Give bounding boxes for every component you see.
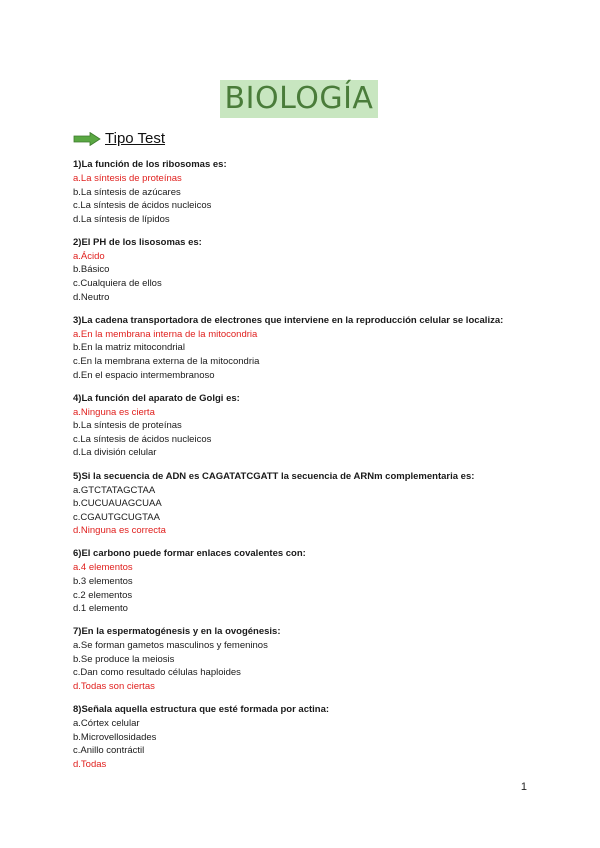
answer-option: b.CUCUAUAGCUAA xyxy=(73,498,162,510)
answer-option: c.En la membrana externa de la mitocondria xyxy=(73,355,260,367)
answer-option: a.Se forman gametos masculinos y femeninos xyxy=(73,640,268,652)
question-title: 8)Señala aquella estructura que esté formada por actina: xyxy=(73,704,330,716)
answer-option: c.Dan como resultado células haploides xyxy=(73,667,241,679)
question-title: 7)En la espermatogénesis y en la ovogénesis: xyxy=(73,626,281,638)
answer-option: d.La síntesis de lípidos xyxy=(73,213,170,225)
question-title: 5)Si la secuencia de ADN es CAGATATCGATT la secuencia de ARNm complementaria es: xyxy=(73,470,475,482)
answer-option: b.3 elementos xyxy=(73,575,133,587)
answer-option-correct: a.Ninguna es cierta xyxy=(73,406,155,418)
answer-option: d.En el espacio intermembranoso xyxy=(73,369,215,381)
question-block xyxy=(73,158,553,226)
right-arrow-icon xyxy=(73,132,101,146)
question-title: 3)La cadena transportadora de electrones que interviene en la reproducción celular se localiza: xyxy=(73,314,504,326)
question-title: 1)La función de los ribosomas es: xyxy=(73,159,227,170)
question-block xyxy=(73,547,553,615)
answer-option: b.Se produce la meiosis xyxy=(73,653,175,665)
section-title: Tipo Test xyxy=(105,130,166,147)
answer-option: c.2 elementos xyxy=(73,589,133,601)
answer-option-correct: d.Todas son ciertas xyxy=(73,681,155,693)
answer-option: b.En la matriz mitocondrial xyxy=(73,342,185,354)
answer-option-correct: a.La síntesis de proteínas xyxy=(73,173,182,184)
answer-option: b.La síntesis de proteínas xyxy=(73,420,182,432)
answer-option: a.Córtex celular xyxy=(73,718,140,730)
question-block xyxy=(73,236,553,304)
answer-option-correct: a.Ácido xyxy=(73,250,105,262)
question-block xyxy=(73,314,553,382)
question-block xyxy=(73,703,553,771)
section-heading xyxy=(73,130,165,147)
page-number: 1 xyxy=(520,781,527,793)
question-title: 4)La función del aparato de Golgi es: xyxy=(73,392,240,404)
answer-option: c.Cualquiera de ellos xyxy=(73,278,162,290)
answer-option: c.La síntesis de ácidos nucleicos xyxy=(73,433,212,445)
answer-option: c.Anillo contráctil xyxy=(73,745,145,757)
answer-option-correct: a.En la membrana interna de la mitocondria xyxy=(73,328,258,340)
answer-option: a.GTCTATAGCTAA xyxy=(73,484,156,496)
answer-option: b.Básico xyxy=(73,264,110,276)
answer-option-correct: d.Todas xyxy=(73,758,107,770)
question-block xyxy=(73,392,553,460)
question-title: 2)El PH de los lisosomas es: xyxy=(73,236,202,248)
answer-option: c.La síntesis de ácidos nucleicos xyxy=(73,200,212,212)
page-title: BIOLOGÍA xyxy=(224,81,374,116)
answer-option: b.Microvellosidades xyxy=(73,731,157,743)
question-title: 6)El carbono puede formar enlaces covalentes con: xyxy=(73,548,306,560)
question-list xyxy=(73,158,553,781)
answer-option-correct: a.4 elementos xyxy=(73,562,133,574)
question-block xyxy=(73,625,553,693)
title-banner xyxy=(220,80,378,118)
question-block xyxy=(73,470,553,538)
answer-option: d.Neutro xyxy=(73,291,110,303)
answer-option: b.La síntesis de azúcares xyxy=(73,186,181,198)
answer-option: d.La división celular xyxy=(73,447,157,459)
answer-option-correct: d.Ninguna es correcta xyxy=(73,525,166,537)
answer-option: d.1 elemento xyxy=(73,603,128,615)
answer-option: c.CGAUTGCUGTAA xyxy=(73,511,160,523)
